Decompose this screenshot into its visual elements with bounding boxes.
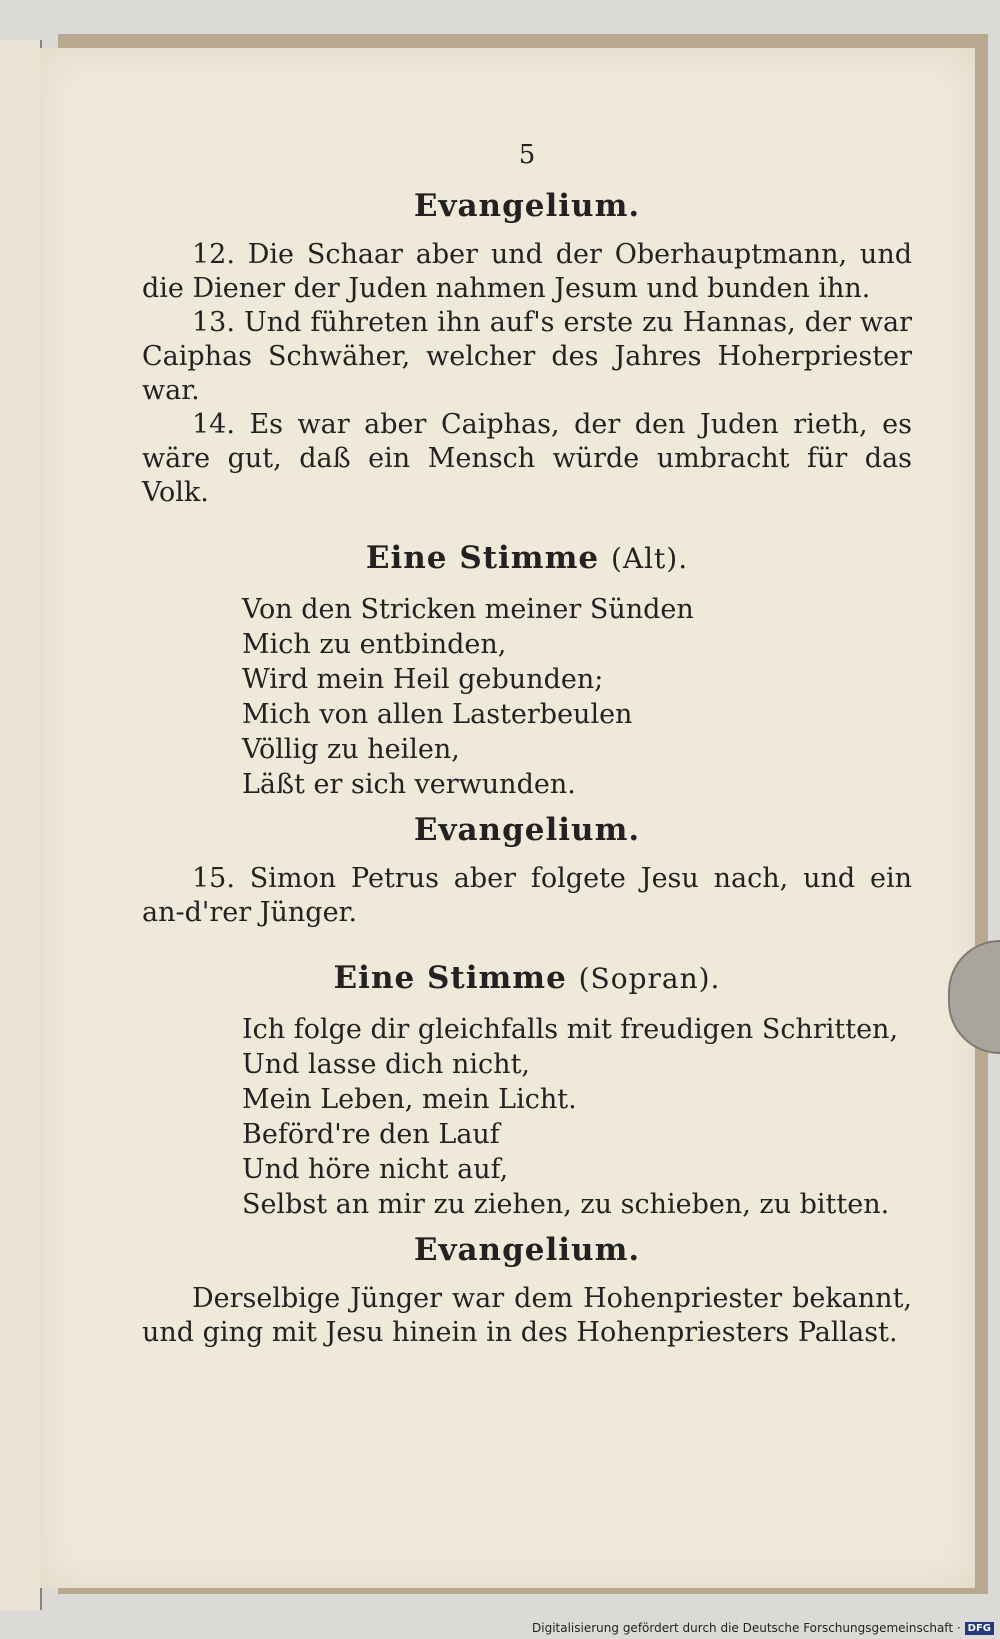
poem-line: Völlig zu heilen, — [242, 734, 460, 765]
heading-evangelium-2: Evangelium. — [413, 812, 641, 848]
verse-16-partial: Derselbige Jünger war dem Hohenpriester bekannt, und ging mit Jesu hinein in des Hohenpriesters Pallast. — [142, 1283, 912, 1348]
voice-part: (Alt). — [610, 542, 689, 575]
poem-line: Und lasse dich nicht, — [242, 1049, 530, 1080]
heading-eine-stimme-alt — [142, 540, 912, 576]
verse-13: 13. Und führeten ihn auf's erste zu Hannas, der war Caiphas Schwäher, welcher des Jahres Hoherpriester war. — [142, 307, 912, 406]
heading-text: Eine Stimme — [333, 960, 567, 996]
dfg-logo-icon: DFG — [965, 1622, 994, 1635]
heading-evangelium-3: Evangelium. — [413, 1232, 641, 1268]
page-number: 5 — [518, 140, 536, 170]
poem-line: Läßt er sich verwunden. — [242, 769, 576, 800]
verse-15: 15. Simon Petrus aber folgete Jesu nach, und ein an-d'rer Jünger. — [142, 863, 912, 928]
poem-line: Beförd're den Lauf — [242, 1119, 500, 1150]
poem-line: Von den Stricken meiner Sünden — [242, 594, 694, 625]
footer-credit — [532, 1621, 994, 1635]
previous-page-edge — [0, 40, 42, 1610]
heading-text: Eine Stimme — [365, 540, 600, 576]
poem-line: Wird mein Heil gebunden; — [242, 664, 604, 695]
poem-line: Mich von allen Lasterbeulen — [242, 699, 633, 730]
verse-12: 12. Die Schaar aber und der Oberhauptmann, und die Diener der Juden nahmen Jesum und bunden ihn. — [142, 239, 912, 304]
poem-line: Und höre nicht auf, — [242, 1154, 509, 1185]
poem-sopran — [242, 1012, 912, 1222]
heading-eine-stimme-sopran — [142, 960, 912, 996]
voice-part: (Sopran). — [578, 962, 721, 995]
footer-text: Digitalisierung gefördert durch die Deutsche Forschungsgemeinschaft · — [532, 1621, 961, 1635]
poem-line: Mich zu entbinden, — [242, 629, 507, 660]
poem-line: Selbst an mir zu ziehen, zu schieben, zu bitten. — [242, 1189, 890, 1220]
page-text — [142, 140, 912, 1350]
poem-line: Ich folge dir gleichfalls mit freudigen Schritten, — [242, 1014, 899, 1045]
poem-line: Mein Leben, mein Licht. — [242, 1084, 577, 1115]
poem-alt — [242, 592, 912, 802]
verse-14: 14. Es war aber Caiphas, der den Juden rieth, es wäre gut, daß ein Mensch würde umbracht für das Volk. — [142, 409, 912, 508]
heading-evangelium-1: Evangelium. — [413, 188, 641, 224]
